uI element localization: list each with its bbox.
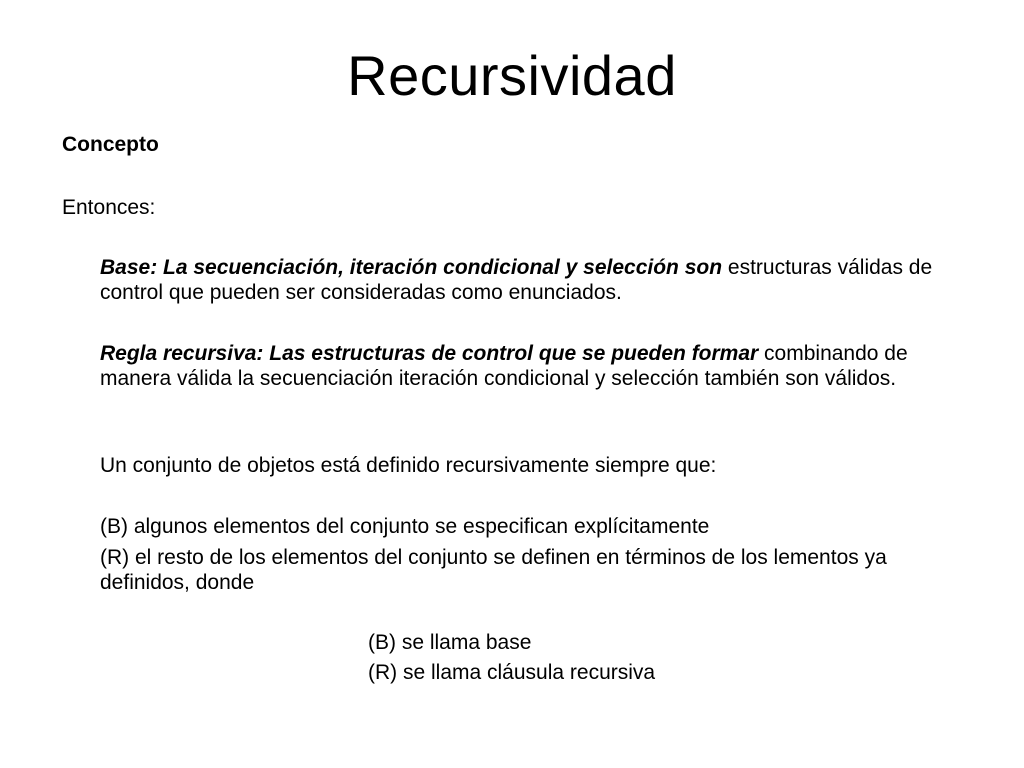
- b-item: (B) algunos elementos del conjunto se especifican explícitamente: [100, 515, 710, 538]
- concepto-heading: Concepto: [62, 133, 159, 156]
- r-item: (R) el resto de los elementos del conjunto se definen en términos de los lementos ya definidos, donde: [100, 546, 887, 594]
- b-note: (B) se llama base: [368, 631, 532, 654]
- entonces-label: Entonces:: [62, 196, 156, 219]
- conjunto-intro: Un conjunto de objetos está definido recursivamente siempre que:: [100, 454, 717, 477]
- r-note: (R) se llama cláusula recursiva: [368, 661, 656, 684]
- regla-paragraph: [100, 341, 962, 391]
- regla-emphasis: Regla recursiva: Las estructuras de control que se pueden formar: [100, 342, 759, 365]
- base-emphasis: Base: La secuenciación, iteración condicional y selección son: [100, 256, 723, 279]
- regla-rest: combinando de manera válida la secuenciación iteración condicional y selección también son válidos.: [100, 342, 908, 390]
- base-paragraph: [100, 255, 962, 305]
- base-rest: estructuras válidas de control que pueden ser consideradas como enunciados.: [100, 256, 933, 304]
- slide-title: Recursividad: [347, 44, 677, 107]
